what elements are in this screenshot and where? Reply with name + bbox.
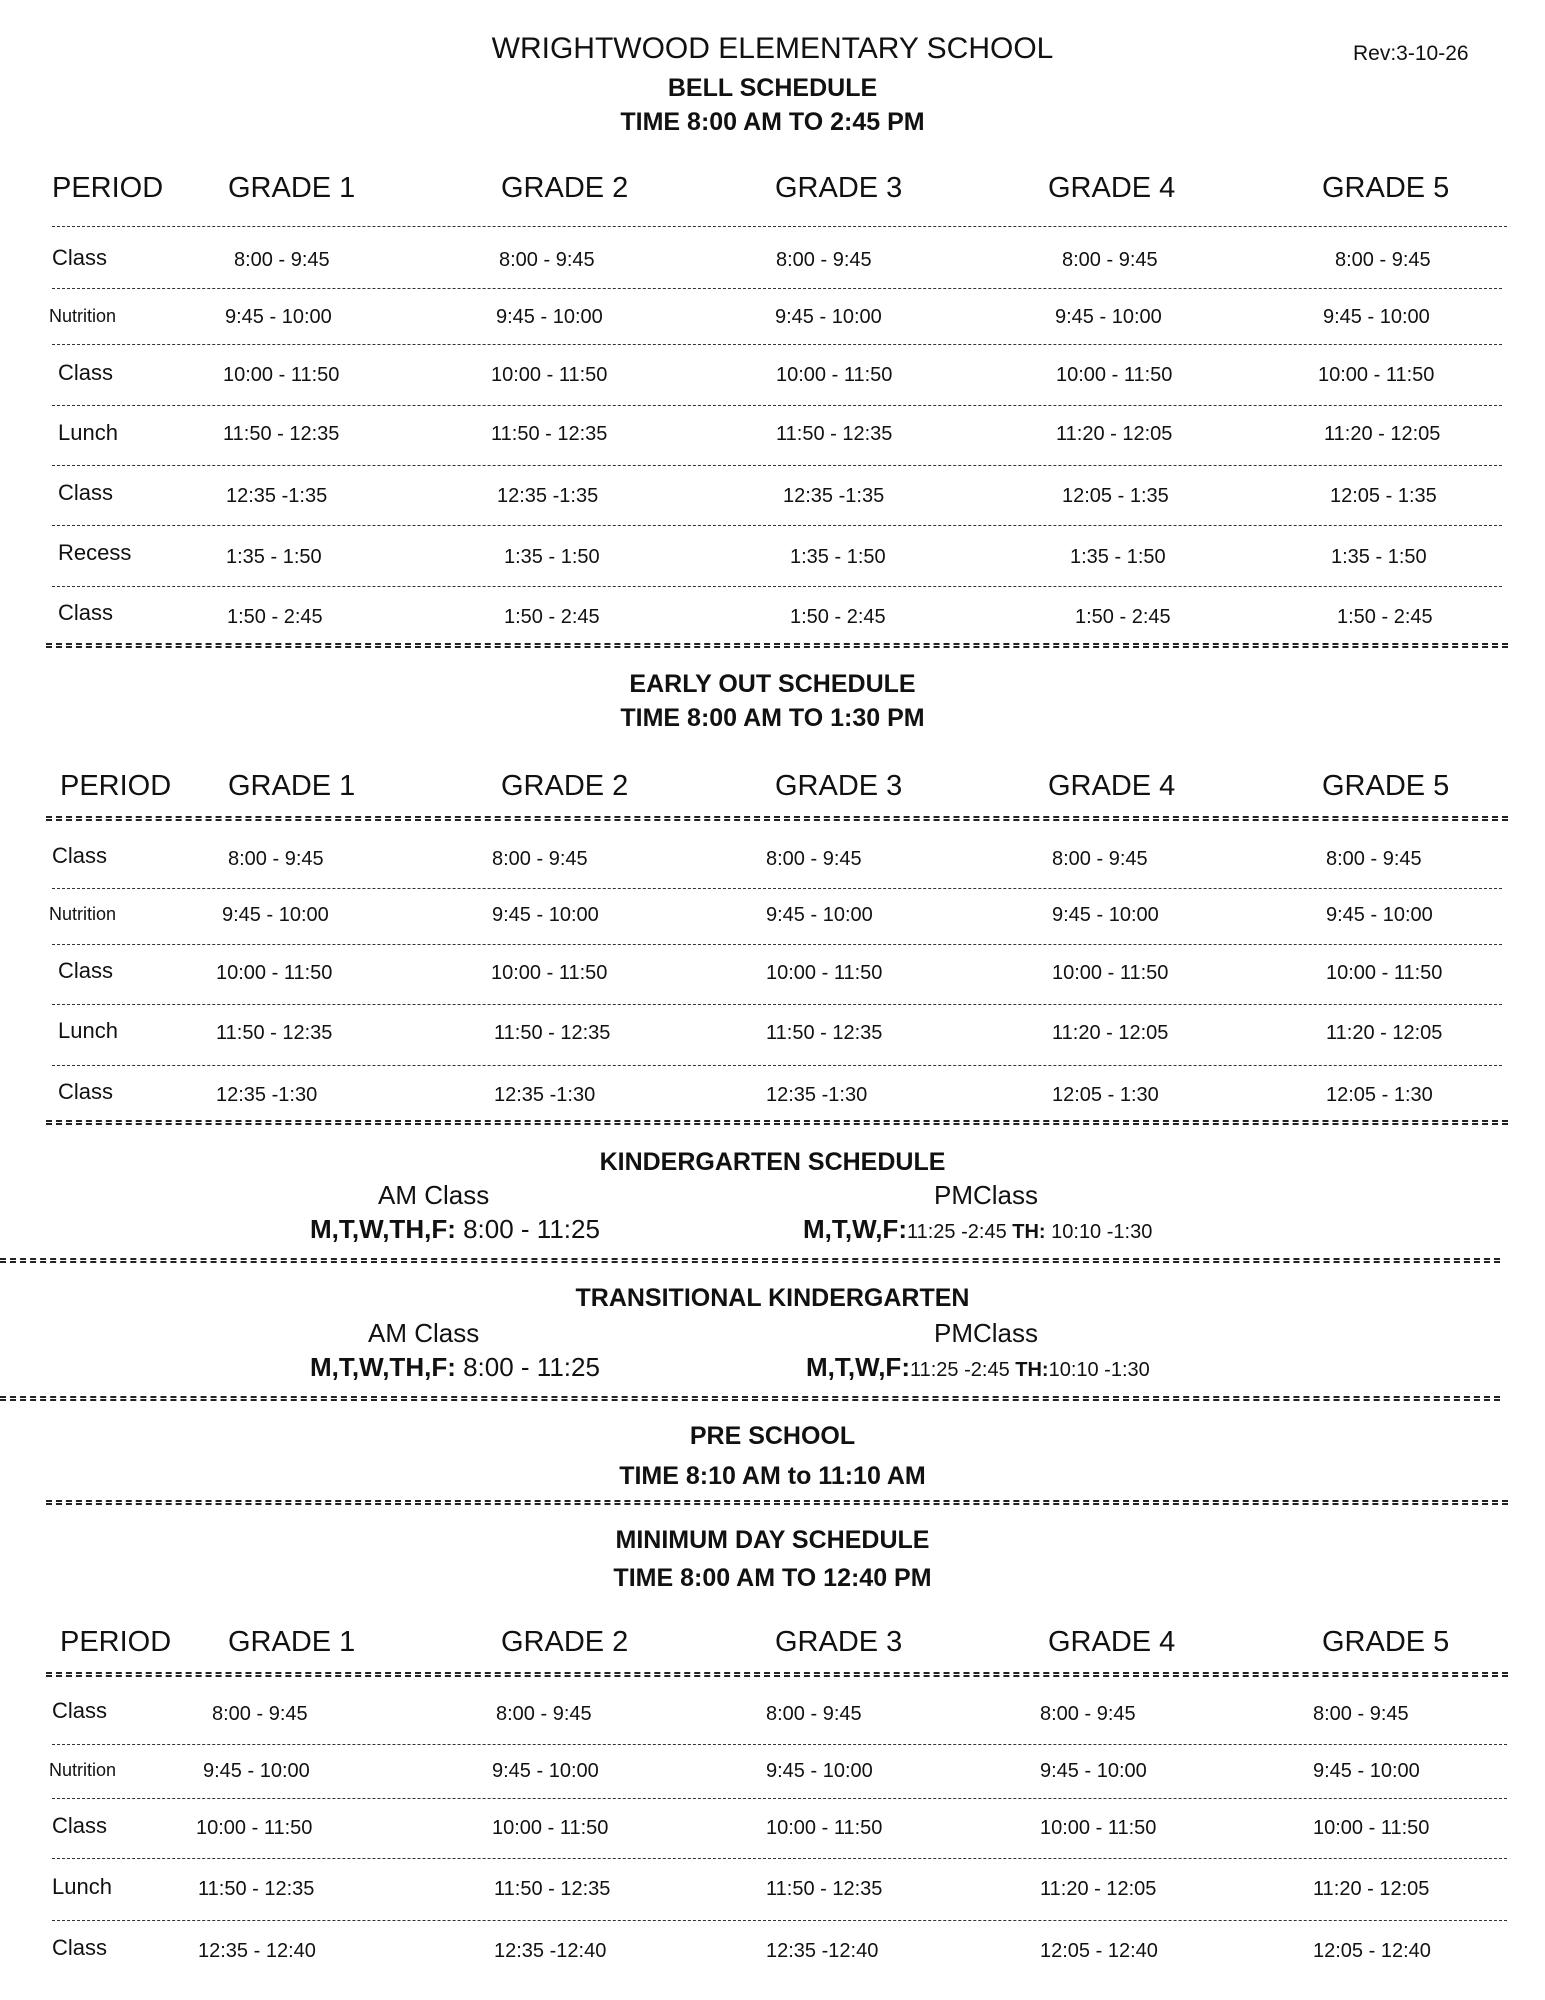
kindergarten-am-schedule — [310, 1214, 600, 1245]
time-cell: 11:50 - 12:35 — [766, 1022, 883, 1044]
time-cell: 11:50 - 12:35 — [776, 423, 893, 445]
header-grade-3: GRADE 3 — [775, 172, 903, 204]
tk-am-schedule — [310, 1352, 600, 1383]
divider — [52, 1065, 1502, 1066]
period-label: Lunch — [52, 1874, 112, 1899]
header-grade-3: GRADE 3 — [775, 1626, 903, 1658]
divider — [52, 1920, 1507, 1921]
kindergarten-pm-label: PMClass — [934, 1180, 1039, 1210]
header-grade-4: GRADE 4 — [1048, 770, 1176, 802]
time-cell: 9:45 - 10:00 — [222, 904, 329, 926]
time-cell: 12:35 -1:35 — [497, 485, 599, 507]
pm-time: 11:25 -2:45 — [909, 1359, 1016, 1381]
header-grade-1: GRADE 1 — [228, 172, 356, 204]
time-cell: 12:05 - 12:40 — [1313, 1940, 1431, 1962]
time-cell: 10:00 - 11:50 — [766, 1817, 883, 1839]
time-cell: 8:00 - 9:45 — [1062, 249, 1158, 271]
double-divider — [0, 1396, 1500, 1401]
header-grade-4: GRADE 4 — [1048, 1626, 1176, 1658]
time-cell: 12:35 -1:35 — [226, 485, 328, 507]
time-cell: 9:45 - 10:00 — [766, 1760, 873, 1782]
th-label: TH: — [1012, 1221, 1046, 1243]
divider — [52, 405, 1502, 406]
time-cell: 11:50 - 12:35 — [216, 1022, 333, 1044]
am-days: M,T,W,TH,F: — [310, 1352, 456, 1382]
header-grade-3: GRADE 3 — [775, 770, 903, 802]
period-label: Nutrition — [49, 904, 117, 924]
time-cell: 12:05 - 1:35 — [1062, 485, 1169, 507]
time-cell: 12:05 - 1:30 — [1326, 1084, 1433, 1106]
revision-date: Rev:3-10-26 — [1353, 42, 1469, 65]
time-cell: 10:00 - 11:50 — [1313, 1817, 1430, 1839]
header-grade-2: GRADE 2 — [501, 1626, 629, 1658]
time-cell: 8:00 - 9:45 — [1335, 249, 1431, 271]
time-cell: 12:35 - 12:40 — [198, 1940, 316, 1962]
time-cell: 10:00 - 11:50 — [492, 1817, 609, 1839]
time-cell: 12:35 -12:40 — [766, 1940, 879, 1962]
time-cell: 11:20 - 12:05 — [1326, 1022, 1443, 1044]
period-label: Recess — [58, 540, 132, 565]
period-label: Class — [58, 1079, 114, 1104]
time-cell: 10:00 - 11:50 — [776, 364, 893, 386]
time-cell: 10:00 - 11:50 — [1056, 364, 1173, 386]
period-label: Class — [58, 958, 114, 983]
time-cell: 11:50 - 12:35 — [766, 1878, 883, 1900]
header-grade-4: GRADE 4 — [1048, 172, 1176, 204]
minimum-day-time: TIME 8:00 AM TO 12:40 PM — [613, 1564, 932, 1592]
time-cell: 12:05 - 1:30 — [1052, 1084, 1159, 1106]
am-time: 8:00 - 11:25 — [455, 1214, 600, 1244]
header-period: PERIOD — [52, 172, 164, 204]
th-time: 10:10 -1:30 — [1045, 1221, 1153, 1243]
time-cell: 10:00 - 11:50 — [1326, 962, 1443, 984]
time-cell: 10:00 - 11:50 — [216, 962, 333, 984]
time-cell: 9:45 - 10:00 — [766, 904, 873, 926]
double-divider — [46, 1120, 1508, 1125]
divider — [52, 1744, 1507, 1745]
time-cell: 11:50 - 12:35 — [198, 1878, 315, 1900]
time-cell: 10:00 - 11:50 — [196, 1817, 313, 1839]
divider — [52, 465, 1502, 466]
time-cell: 12:35 -1:30 — [766, 1084, 868, 1106]
time-cell: 9:45 - 10:00 — [1313, 1760, 1420, 1782]
time-cell: 1:50 - 2:45 — [504, 606, 600, 628]
header-grade-2: GRADE 2 — [501, 172, 629, 204]
time-cell: 8:00 - 9:45 — [776, 249, 872, 271]
pm-days: M,T,W,F: — [803, 1214, 907, 1244]
time-cell: 8:00 - 9:45 — [766, 848, 862, 870]
time-cell: 11:20 - 12:05 — [1040, 1878, 1157, 1900]
pm-time: 11:25 -2:45 — [906, 1221, 1013, 1243]
divider — [52, 944, 1502, 945]
period-label: Nutrition — [49, 1760, 117, 1780]
time-cell: 10:00 - 11:50 — [1052, 962, 1169, 984]
preschool-title: PRE SCHOOL — [689, 1422, 856, 1450]
divider — [52, 1858, 1507, 1859]
time-cell: 10:00 - 11:50 — [223, 364, 340, 386]
time-cell: 1:50 - 2:45 — [790, 606, 886, 628]
time-cell: 10:00 - 11:50 — [1040, 1817, 1157, 1839]
kindergarten-title: KINDERGARTEN SCHEDULE — [599, 1148, 946, 1176]
time-cell: 10:00 - 11:50 — [491, 962, 608, 984]
time-cell: 9:45 - 10:00 — [496, 306, 603, 328]
divider — [52, 1004, 1502, 1005]
divider — [52, 586, 1502, 587]
divider — [52, 888, 1502, 889]
time-cell: 12:05 - 1:35 — [1330, 485, 1437, 507]
am-days: M,T,W,TH,F: — [310, 1214, 456, 1244]
double-divider — [46, 816, 1508, 821]
period-label: Class — [52, 1698, 108, 1723]
time-cell: 8:00 - 9:45 — [1313, 1703, 1409, 1725]
time-cell: 12:35 -1:30 — [216, 1084, 318, 1106]
time-cell: 9:45 - 10:00 — [1055, 306, 1162, 328]
time-cell: 11:20 - 12:05 — [1324, 423, 1441, 445]
time-cell: 11:50 - 12:35 — [494, 1878, 611, 1900]
time-cell: 10:00 - 11:50 — [766, 962, 883, 984]
time-cell: 9:45 - 10:00 — [1326, 904, 1433, 926]
period-label: Class — [52, 1935, 108, 1960]
double-divider — [46, 643, 1508, 648]
double-divider — [0, 1258, 1500, 1263]
time-cell: 1:35 - 1:50 — [1331, 546, 1427, 568]
time-cell: 12:35 -1:35 — [783, 485, 885, 507]
time-cell: 1:50 - 2:45 — [227, 606, 323, 628]
time-cell: 8:00 - 9:45 — [766, 1703, 862, 1725]
time-cell: 1:50 - 2:45 — [1337, 606, 1433, 628]
time-cell: 9:45 - 10:00 — [203, 1760, 310, 1782]
tk-title: TRANSITIONAL KINDERGARTEN — [575, 1284, 970, 1312]
time-cell: 9:45 - 10:00 — [225, 306, 332, 328]
time-cell: 8:00 - 9:45 — [1052, 848, 1148, 870]
time-cell: 9:45 - 10:00 — [1052, 904, 1159, 926]
th-time: 10:10 -1:30 — [1048, 1359, 1150, 1381]
time-cell: 11:50 - 12:35 — [494, 1022, 611, 1044]
time-cell: 8:00 - 9:45 — [1040, 1703, 1136, 1725]
time-cell: 9:45 - 10:00 — [492, 1760, 599, 1782]
th-label: TH: — [1015, 1359, 1049, 1381]
pm-days: M,T,W,F: — [806, 1352, 910, 1382]
time-cell: 11:20 - 12:05 — [1052, 1022, 1169, 1044]
tk-pm-label: PMClass — [934, 1318, 1039, 1348]
time-cell: 12:05 - 12:40 — [1040, 1940, 1158, 1962]
period-label: Class — [58, 480, 114, 505]
time-cell: 11:50 - 12:35 — [223, 423, 340, 445]
divider — [52, 525, 1502, 526]
bell-schedule-time: TIME 8:00 AM TO 2:45 PM — [620, 108, 925, 136]
period-label: Class — [58, 360, 114, 385]
minimum-day-title: MINIMUM DAY SCHEDULE — [615, 1526, 930, 1554]
time-cell: 8:00 - 9:45 — [496, 1703, 592, 1725]
early-out-title: EARLY OUT SCHEDULE — [629, 670, 916, 698]
time-cell: 9:45 - 10:00 — [1323, 306, 1430, 328]
time-cell: 1:35 - 1:50 — [1070, 546, 1166, 568]
time-cell: 11:20 - 12:05 — [1056, 423, 1173, 445]
divider — [52, 288, 1502, 289]
period-label: Nutrition — [49, 306, 117, 326]
header-grade-1: GRADE 1 — [228, 770, 356, 802]
am-time: 8:00 - 11:25 — [455, 1352, 600, 1382]
kindergarten-am-label: AM Class — [378, 1180, 490, 1210]
time-cell: 1:35 - 1:50 — [504, 546, 600, 568]
time-cell: 8:00 - 9:45 — [499, 249, 595, 271]
time-cell: 8:00 - 9:45 — [212, 1703, 308, 1725]
tk-am-label: AM Class — [368, 1318, 480, 1348]
header-grade-5: GRADE 5 — [1322, 770, 1450, 802]
divider — [52, 226, 1507, 227]
time-cell: 9:45 - 10:00 — [492, 904, 599, 926]
divider — [52, 1798, 1507, 1799]
header-period: PERIOD — [60, 770, 172, 802]
time-cell: 12:35 -1:30 — [494, 1084, 596, 1106]
divider — [52, 344, 1502, 345]
early-out-time: TIME 8:00 AM TO 1:30 PM — [620, 704, 925, 732]
double-divider — [46, 1500, 1508, 1505]
time-cell: 8:00 - 9:45 — [234, 249, 330, 271]
period-label: Class — [52, 1813, 108, 1838]
time-cell: 1:50 - 2:45 — [1075, 606, 1171, 628]
time-cell: 10:00 - 11:50 — [1318, 364, 1435, 386]
bell-schedule-title: BELL SCHEDULE — [667, 74, 878, 102]
period-label: Class — [52, 245, 108, 270]
time-cell: 8:00 - 9:45 — [1326, 848, 1422, 870]
time-cell: 11:50 - 12:35 — [491, 423, 608, 445]
time-cell: 10:00 - 11:50 — [491, 364, 608, 386]
time-cell: 9:45 - 10:00 — [1040, 1760, 1147, 1782]
tk-pm-schedule — [806, 1352, 1150, 1383]
time-cell: 9:45 - 10:00 — [775, 306, 882, 328]
time-cell: 12:35 -12:40 — [494, 1940, 607, 1962]
time-cell: 11:20 - 12:05 — [1313, 1878, 1430, 1900]
time-cell: 1:35 - 1:50 — [226, 546, 322, 568]
preschool-time: TIME 8:10 AM to 11:10 AM — [619, 1462, 926, 1490]
header-grade-2: GRADE 2 — [501, 770, 629, 802]
header-grade-5: GRADE 5 — [1322, 1626, 1450, 1658]
header-grade-5: GRADE 5 — [1322, 172, 1450, 204]
time-cell: 8:00 - 9:45 — [228, 848, 324, 870]
header-period: PERIOD — [60, 1626, 172, 1658]
school-name: WRIGHTWOOD ELEMENTARY SCHOOL — [491, 32, 1054, 65]
kindergarten-pm-schedule — [803, 1214, 1152, 1245]
period-label: Class — [58, 600, 114, 625]
time-cell: 8:00 - 9:45 — [492, 848, 588, 870]
period-label: Lunch — [58, 1018, 118, 1043]
double-divider — [46, 1672, 1508, 1677]
period-label: Lunch — [58, 420, 118, 445]
header-grade-1: GRADE 1 — [228, 1626, 356, 1658]
time-cell: 1:35 - 1:50 — [790, 546, 886, 568]
period-label: Class — [52, 843, 108, 868]
